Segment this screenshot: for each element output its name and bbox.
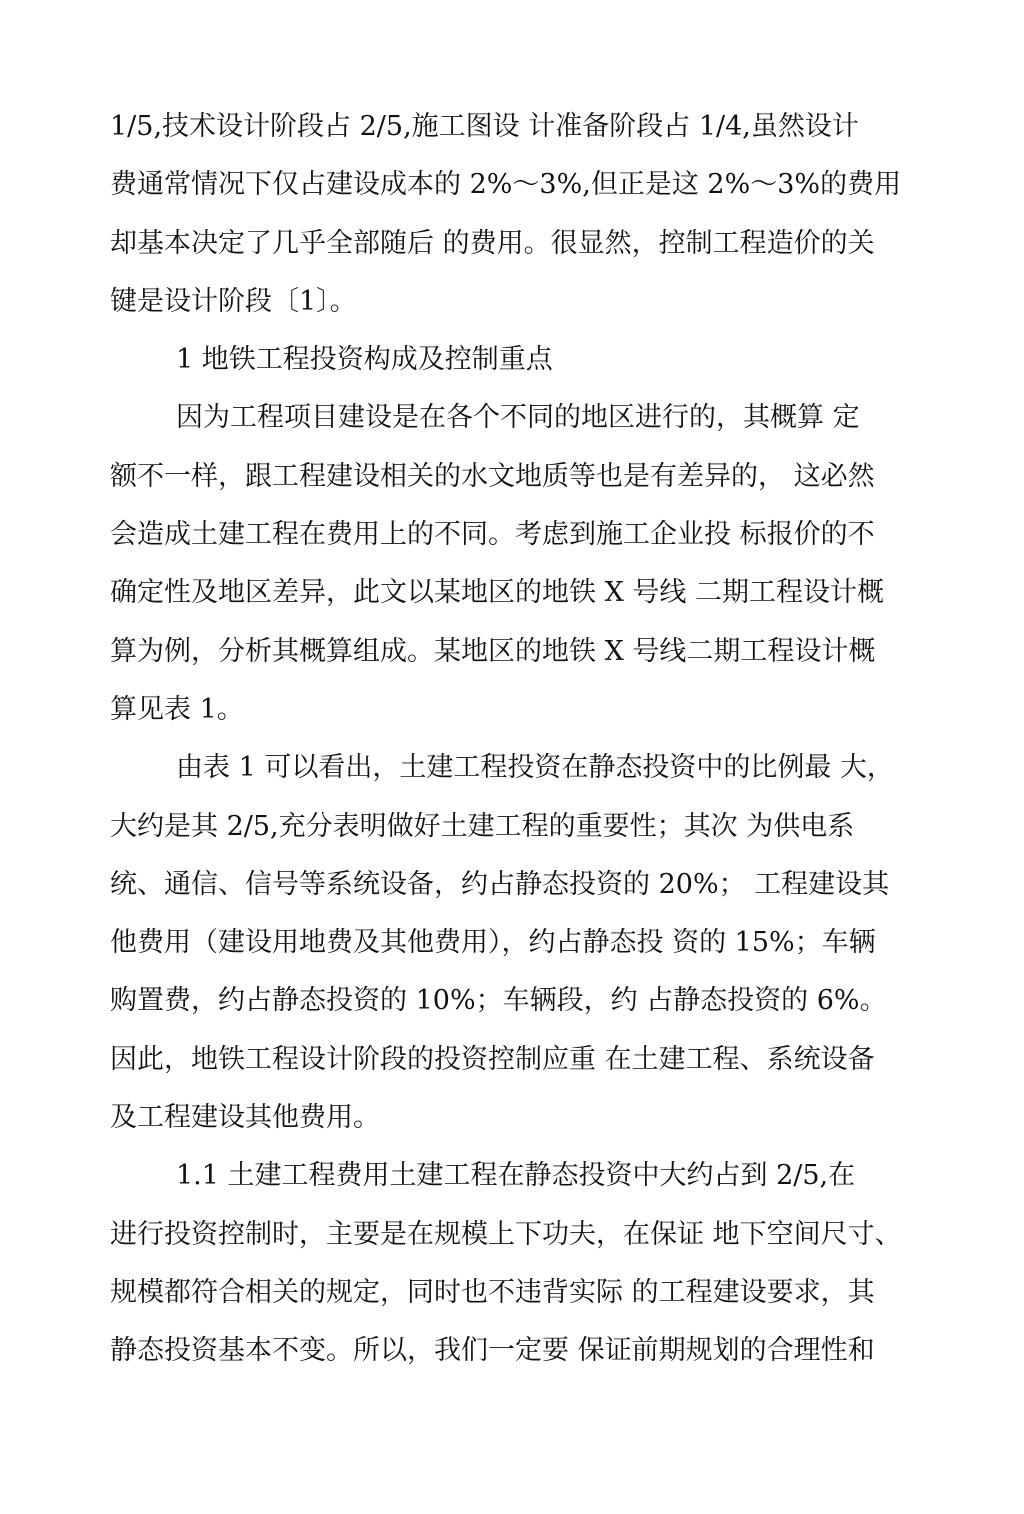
text-line: 1/5,技术设计阶段占 2/5,施工图设 计准备阶段占 1/4,虽然设计 xyxy=(110,111,859,142)
text-line: 算为例，分析其概算组成。某地区的地铁 X 号线二期工程设计概 xyxy=(110,635,876,667)
text-line: 会造成土建工程在费用上的不同。考虑到施工企业投 标报价的不 xyxy=(110,519,875,551)
text-line: 他费用（建设用地费及其他费用），约占静态投 资的 15%；车辆 xyxy=(110,927,876,959)
text-line: 及工程建设其他费用。 xyxy=(110,1102,380,1134)
text-line: 因为工程项目建设是在各个不同的地区进行的，其概算 定 xyxy=(176,402,860,434)
text-line: 进行投资控制时，主要是在规模上下功夫，在保证 地下空间尺寸、 xyxy=(110,1218,902,1250)
text-line: 1 地铁工程投资构成及控制重点 xyxy=(176,344,553,376)
text-line: 却基本决定了几乎全部随后 的费用。很显然，控制工程造价的关 xyxy=(110,227,875,259)
text-line: 规模都符合相关的规定，同时也不违背实际 的工程建设要求，其 xyxy=(110,1276,875,1308)
text-line: 额不一样，跟工程建设相关的水文地质等也是有差异的， 这必然 xyxy=(110,460,875,492)
text-line: 静态投资基本不变。所以，我们一定要 保证前期规划的合理性和 xyxy=(110,1335,875,1367)
text-line: 费通常情况下仅占建设成本的 2%～3%,但正是这 2%～3%的费用 xyxy=(110,169,902,201)
text-line: 由表 1 可以看出，土建工程投资在静态投资中的比例最 大， xyxy=(176,752,894,784)
text-line: 算见表 1。 xyxy=(110,693,244,725)
text-line: 大约是其 2/5,充分表明做好土建工程的重要性；其次 为供电系 xyxy=(110,810,855,842)
text-line: 键是设计阶段〔1〕。 xyxy=(110,285,357,317)
text-line: 购置费，约占静态投资的 10%；车辆段，约 占静态投资的 6%。 xyxy=(110,985,887,1017)
document-body xyxy=(110,98,914,1381)
text-line: 1.1 土建工程费用土建工程在静态投资中大约占到 2/5,在 xyxy=(176,1160,856,1192)
text-line: 统、通信、信号等系统设备，约占静态投资的 20%； 工程建设其 xyxy=(110,868,890,900)
text-line: 因此，地铁工程设计阶段的投资控制应重 在土建工程、系统设备 xyxy=(110,1043,875,1075)
text-line: 确定性及地区差异，此文以某地区的地铁 X 号线 二期工程设计概 xyxy=(110,577,884,609)
